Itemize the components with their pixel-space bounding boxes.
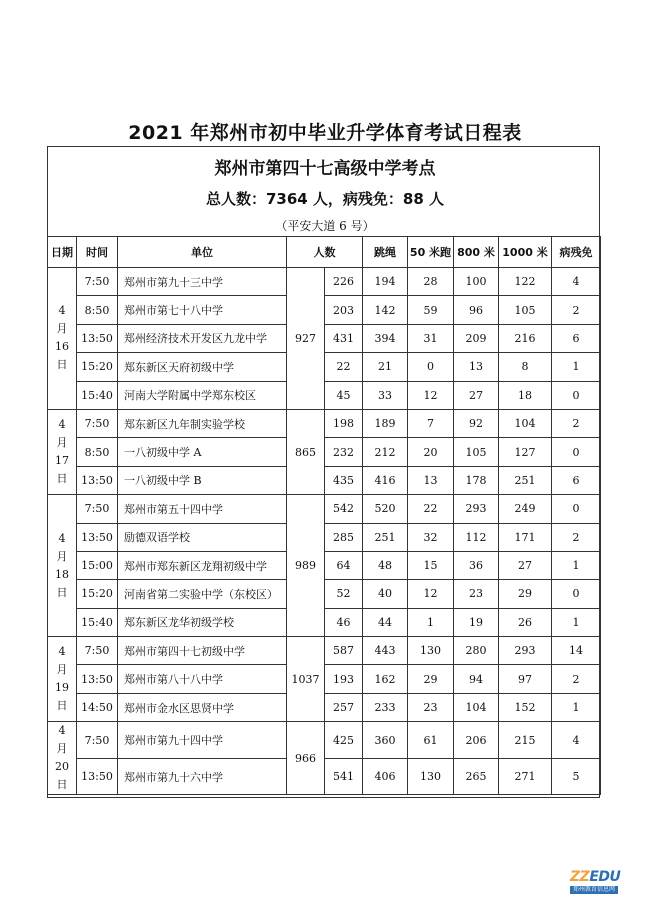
run1000-cell: 271 bbox=[499, 758, 552, 795]
time-cell: 8:50 bbox=[77, 296, 118, 324]
table-row bbox=[48, 495, 601, 523]
exempt-cell: 1 bbox=[552, 353, 601, 381]
rope-cell: 142 bbox=[363, 296, 408, 324]
exempt-cell: 6 bbox=[552, 324, 601, 352]
run50-cell: 29 bbox=[408, 665, 454, 693]
exempt-cell: 0 bbox=[552, 495, 601, 523]
rope-cell: 520 bbox=[363, 495, 408, 523]
time-cell: 8:50 bbox=[77, 438, 118, 466]
count-cell: 542 bbox=[325, 495, 363, 523]
exempt-cell: 4 bbox=[552, 268, 601, 296]
header-run800: 800 米 bbox=[454, 237, 499, 268]
table-header-row bbox=[48, 237, 601, 268]
exempt-cell: 2 bbox=[552, 665, 601, 693]
header-count: 人数 bbox=[287, 237, 363, 268]
count-cell: 22 bbox=[325, 353, 363, 381]
table-row bbox=[48, 523, 601, 551]
run50-cell: 20 bbox=[408, 438, 454, 466]
date-cell bbox=[48, 268, 77, 410]
schedule-table bbox=[47, 236, 601, 795]
time-cell: 13:50 bbox=[77, 758, 118, 795]
run800-cell: 94 bbox=[454, 665, 499, 693]
total-summary: 总人数：7364 人，病残免：88 人 bbox=[205, 190, 445, 208]
count-cell: 203 bbox=[325, 296, 363, 324]
run1000-cell: 29 bbox=[499, 580, 552, 608]
rope-cell: 394 bbox=[363, 324, 408, 352]
rope-cell: 194 bbox=[363, 268, 408, 296]
run800-cell: 92 bbox=[454, 409, 499, 437]
table-row bbox=[48, 758, 601, 795]
exempt-cell: 2 bbox=[552, 296, 601, 324]
date-part: 17 bbox=[55, 454, 69, 468]
time-cell: 13:50 bbox=[77, 523, 118, 551]
time-cell: 15:40 bbox=[77, 381, 118, 409]
run1000-cell: 8 bbox=[499, 353, 552, 381]
run1000-cell: 104 bbox=[499, 409, 552, 437]
run1000-cell: 26 bbox=[499, 608, 552, 636]
time-cell: 7:50 bbox=[77, 409, 118, 437]
rope-cell: 416 bbox=[363, 466, 408, 494]
time-cell: 7:50 bbox=[77, 268, 118, 296]
run800-cell: 13 bbox=[454, 353, 499, 381]
unit-cell: 郑州市第四十七初级中学 bbox=[118, 637, 287, 665]
date-part: 4 bbox=[58, 531, 66, 545]
count-cell: 64 bbox=[325, 551, 363, 579]
run1000-cell: 127 bbox=[499, 438, 552, 466]
run50-cell: 1 bbox=[408, 608, 454, 636]
unit-cell: 郑州市第八十八中学 bbox=[118, 665, 287, 693]
exempt-cell: 0 bbox=[552, 438, 601, 466]
count-cell: 431 bbox=[325, 324, 363, 352]
rope-cell: 189 bbox=[363, 409, 408, 437]
date-part: 月 bbox=[56, 663, 68, 677]
run800-cell: 265 bbox=[454, 758, 499, 795]
unit-cell: 郑东新区龙华初级学校 bbox=[118, 608, 287, 636]
table-row bbox=[48, 353, 601, 381]
run50-cell: 28 bbox=[408, 268, 454, 296]
run1000-cell: 105 bbox=[499, 296, 552, 324]
count-cell: 226 bbox=[325, 268, 363, 296]
venue-heading: 郑州市第四十七高级中学考点 bbox=[214, 159, 436, 179]
unit-cell: 河南大学附属中学郑东校区 bbox=[118, 381, 287, 409]
header-rope: 跳绳 bbox=[363, 237, 408, 268]
count-cell: 45 bbox=[325, 381, 363, 409]
run50-cell: 0 bbox=[408, 353, 454, 381]
table-row bbox=[48, 580, 601, 608]
run800-cell: 209 bbox=[454, 324, 499, 352]
run800-cell: 293 bbox=[454, 495, 499, 523]
run800-cell: 100 bbox=[454, 268, 499, 296]
count-cell: 198 bbox=[325, 409, 363, 437]
run50-cell: 23 bbox=[408, 693, 454, 721]
run800-cell: 178 bbox=[454, 466, 499, 494]
unit-cell: 一八初级中学 A bbox=[118, 438, 287, 466]
date-cell bbox=[48, 495, 77, 637]
date-part: 月 bbox=[56, 322, 68, 336]
rope-cell: 360 bbox=[363, 722, 408, 759]
exempt-cell: 4 bbox=[552, 722, 601, 759]
table-row bbox=[48, 608, 601, 636]
table-row bbox=[48, 324, 601, 352]
rope-cell: 406 bbox=[363, 758, 408, 795]
subtotal-cell: 1037 bbox=[287, 637, 325, 722]
run50-cell: 13 bbox=[408, 466, 454, 494]
date-part: 日 bbox=[56, 358, 68, 372]
venue-address: （平安大道 6 号） bbox=[275, 219, 375, 233]
rope-cell: 40 bbox=[363, 580, 408, 608]
count-cell: 232 bbox=[325, 438, 363, 466]
table-row bbox=[48, 296, 601, 324]
run1000-cell: 122 bbox=[499, 268, 552, 296]
date-cell bbox=[48, 409, 77, 494]
unit-cell: 郑东新区九年制实验学校 bbox=[118, 409, 287, 437]
run1000-cell: 171 bbox=[499, 523, 552, 551]
schedule-body bbox=[48, 268, 601, 795]
rope-cell: 44 bbox=[363, 608, 408, 636]
run1000-cell: 215 bbox=[499, 722, 552, 759]
subtotal-cell: 865 bbox=[287, 409, 325, 494]
count-cell: 435 bbox=[325, 466, 363, 494]
table-row bbox=[48, 466, 601, 494]
run800-cell: 105 bbox=[454, 438, 499, 466]
time-cell: 15:20 bbox=[77, 353, 118, 381]
run800-cell: 104 bbox=[454, 693, 499, 721]
time-cell: 15:40 bbox=[77, 608, 118, 636]
run800-cell: 36 bbox=[454, 551, 499, 579]
date-part: 日 bbox=[56, 585, 68, 599]
header-run50: 50 米跑 bbox=[408, 237, 454, 268]
date-part: 4 bbox=[58, 304, 66, 318]
unit-cell: 郑州市金水区思贤中学 bbox=[118, 693, 287, 721]
unit-cell: 郑州市第九十四中学 bbox=[118, 722, 287, 759]
run50-cell: 12 bbox=[408, 381, 454, 409]
exempt-cell: 2 bbox=[552, 523, 601, 551]
exempt-cell: 0 bbox=[552, 580, 601, 608]
count-cell: 257 bbox=[325, 693, 363, 721]
unit-cell: 郑州市第九十六中学 bbox=[118, 758, 287, 795]
table-row bbox=[48, 722, 601, 759]
exempt-cell: 5 bbox=[552, 758, 601, 795]
time-cell: 14:50 bbox=[77, 693, 118, 721]
exempt-cell: 1 bbox=[552, 693, 601, 721]
rope-cell: 33 bbox=[363, 381, 408, 409]
run1000-cell: 249 bbox=[499, 495, 552, 523]
document-title: 2021 年郑州市初中毕业升学体育考试日程表 bbox=[128, 122, 522, 144]
table-row bbox=[48, 268, 601, 296]
count-cell: 193 bbox=[325, 665, 363, 693]
zzedu-logo bbox=[570, 869, 621, 896]
count-cell: 425 bbox=[325, 722, 363, 759]
run50-cell: 31 bbox=[408, 324, 454, 352]
rope-cell: 21 bbox=[363, 353, 408, 381]
table-row bbox=[48, 637, 601, 665]
unit-cell: 郑东新区天府初级中学 bbox=[118, 353, 287, 381]
run50-cell: 32 bbox=[408, 523, 454, 551]
exempt-cell: 1 bbox=[552, 608, 601, 636]
run50-cell: 7 bbox=[408, 409, 454, 437]
unit-cell: 郑州市郑东新区龙翔初级中学 bbox=[118, 551, 287, 579]
date-part: 20 bbox=[55, 760, 69, 774]
run1000-cell: 27 bbox=[499, 551, 552, 579]
run1000-cell: 152 bbox=[499, 693, 552, 721]
run50-cell: 59 bbox=[408, 296, 454, 324]
exempt-cell: 1 bbox=[552, 551, 601, 579]
header-date: 日期 bbox=[48, 237, 77, 268]
time-cell: 7:50 bbox=[77, 495, 118, 523]
rope-cell: 233 bbox=[363, 693, 408, 721]
date-part: 日 bbox=[56, 778, 68, 792]
logo-subtitle: 郑州教育信息网 bbox=[570, 886, 618, 894]
run50-cell: 130 bbox=[408, 758, 454, 795]
run50-cell: 61 bbox=[408, 722, 454, 759]
run1000-cell: 251 bbox=[499, 466, 552, 494]
header-exempt: 病残免 bbox=[552, 237, 601, 268]
count-cell: 541 bbox=[325, 758, 363, 795]
run800-cell: 23 bbox=[454, 580, 499, 608]
run1000-cell: 293 bbox=[499, 637, 552, 665]
run800-cell: 206 bbox=[454, 722, 499, 759]
header-run1000: 1000 米 bbox=[499, 237, 552, 268]
unit-cell: 郑州市第九十三中学 bbox=[118, 268, 287, 296]
time-cell: 13:50 bbox=[77, 466, 118, 494]
unit-cell: 一八初级中学 B bbox=[118, 466, 287, 494]
date-part: 4 bbox=[58, 724, 66, 738]
run50-cell: 15 bbox=[408, 551, 454, 579]
header-time: 时间 bbox=[77, 237, 118, 268]
run800-cell: 280 bbox=[454, 637, 499, 665]
date-cell bbox=[48, 722, 77, 795]
header-unit: 单位 bbox=[118, 237, 287, 268]
date-part: 4 bbox=[58, 418, 66, 432]
table-row bbox=[48, 409, 601, 437]
date-part: 18 bbox=[55, 567, 69, 581]
date-part: 16 bbox=[55, 340, 69, 354]
rope-cell: 212 bbox=[363, 438, 408, 466]
count-cell: 285 bbox=[325, 523, 363, 551]
subtotal-cell: 989 bbox=[287, 495, 325, 637]
rope-cell: 48 bbox=[363, 551, 408, 579]
date-part: 日 bbox=[56, 472, 68, 486]
date-cell bbox=[48, 637, 77, 722]
table-row bbox=[48, 693, 601, 721]
count-cell: 52 bbox=[325, 580, 363, 608]
time-cell: 7:50 bbox=[77, 722, 118, 759]
run1000-cell: 216 bbox=[499, 324, 552, 352]
unit-cell: 励德双语学校 bbox=[118, 523, 287, 551]
count-cell: 587 bbox=[325, 637, 363, 665]
time-cell: 7:50 bbox=[77, 637, 118, 665]
table-row bbox=[48, 665, 601, 693]
count-cell: 46 bbox=[325, 608, 363, 636]
rope-cell: 162 bbox=[363, 665, 408, 693]
run50-cell: 130 bbox=[408, 637, 454, 665]
time-cell: 15:20 bbox=[77, 580, 118, 608]
time-cell: 13:50 bbox=[77, 665, 118, 693]
run800-cell: 96 bbox=[454, 296, 499, 324]
table-row bbox=[48, 551, 601, 579]
date-part: 月 bbox=[56, 549, 68, 563]
table-row bbox=[48, 438, 601, 466]
time-cell: 13:50 bbox=[77, 324, 118, 352]
run1000-cell: 18 bbox=[499, 381, 552, 409]
subtotal-cell: 966 bbox=[287, 722, 325, 795]
exempt-cell: 0 bbox=[552, 381, 601, 409]
rope-cell: 443 bbox=[363, 637, 408, 665]
date-part: 19 bbox=[55, 681, 69, 695]
subtotal-cell: 927 bbox=[287, 268, 325, 410]
unit-cell: 郑州市第五十四中学 bbox=[118, 495, 287, 523]
run800-cell: 19 bbox=[454, 608, 499, 636]
logo-mark: ZZEDU bbox=[570, 869, 621, 885]
exempt-cell: 14 bbox=[552, 637, 601, 665]
run1000-cell: 97 bbox=[499, 665, 552, 693]
exempt-cell: 2 bbox=[552, 409, 601, 437]
date-part: 4 bbox=[58, 645, 66, 659]
run800-cell: 27 bbox=[454, 381, 499, 409]
table-row bbox=[48, 381, 601, 409]
date-part: 日 bbox=[56, 699, 68, 713]
date-part: 月 bbox=[56, 436, 68, 450]
run50-cell: 12 bbox=[408, 580, 454, 608]
time-cell: 15:00 bbox=[77, 551, 118, 579]
date-part: 月 bbox=[56, 742, 68, 756]
run50-cell: 22 bbox=[408, 495, 454, 523]
exempt-cell: 6 bbox=[552, 466, 601, 494]
unit-cell: 郑州经济技术开发区九龙中学 bbox=[118, 324, 287, 352]
unit-cell: 河南省第二实验中学（东校区） bbox=[118, 580, 287, 608]
unit-cell: 郑州市第七十八中学 bbox=[118, 296, 287, 324]
rope-cell: 251 bbox=[363, 523, 408, 551]
run800-cell: 112 bbox=[454, 523, 499, 551]
